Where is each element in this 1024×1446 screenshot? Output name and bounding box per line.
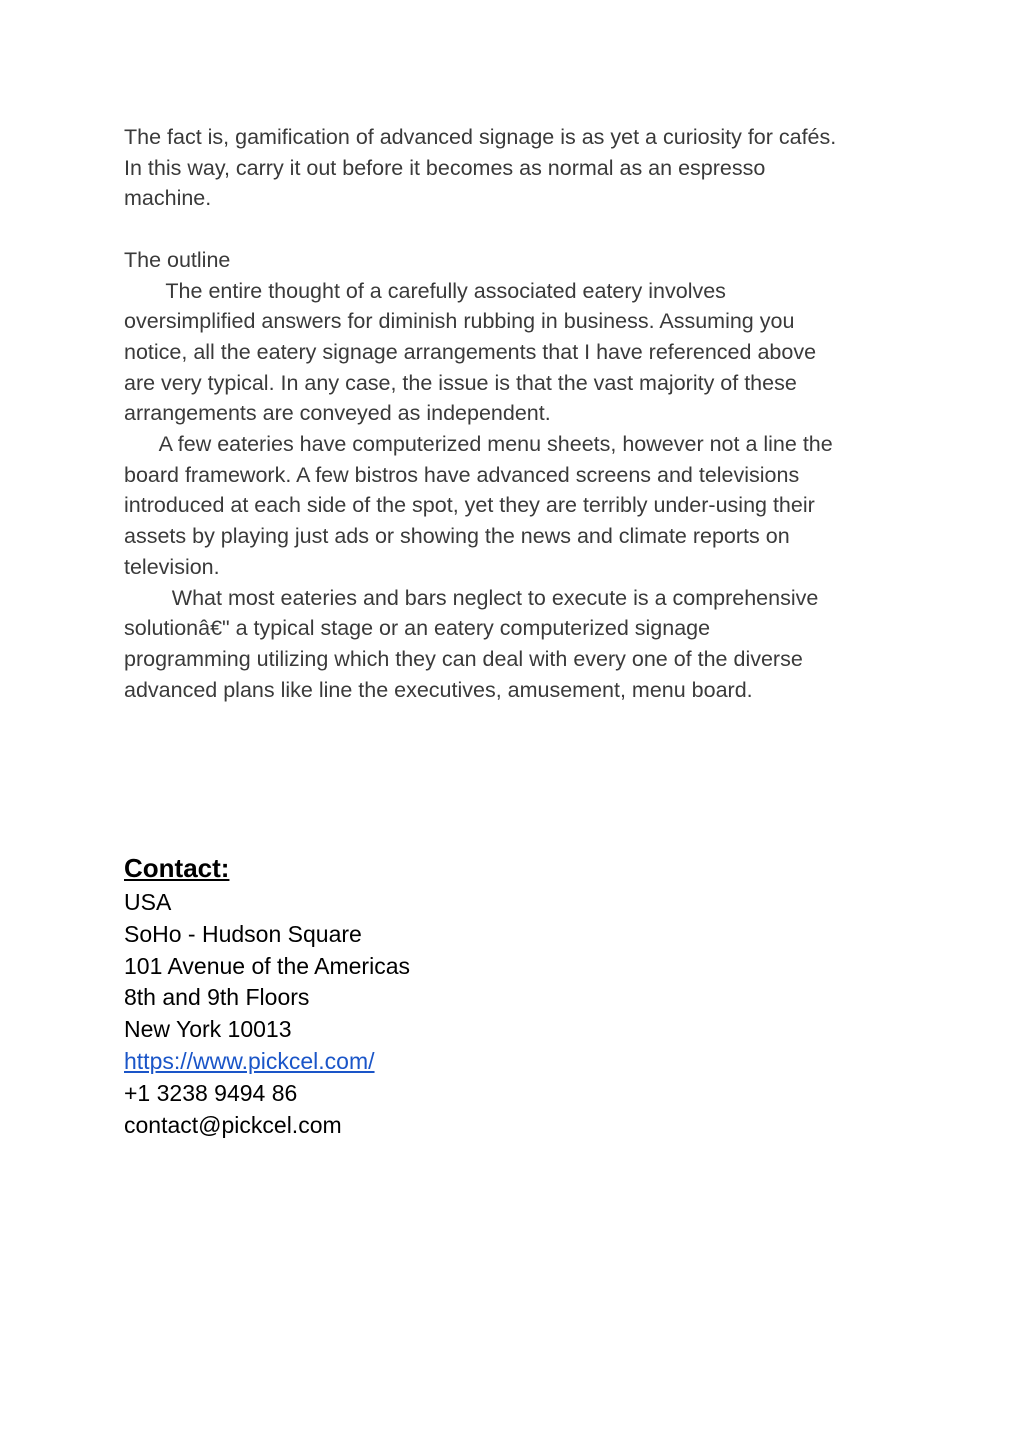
contact-phone: +1 3238 9494 86 bbox=[124, 1079, 298, 1106]
article-body bbox=[124, 122, 914, 705]
intro-line: In this way, carry it out before it becomes as normal as an espresso bbox=[124, 155, 766, 180]
outline-line: advanced plans like line the executives, amusement, menu board. bbox=[124, 677, 753, 702]
contact-city: New York 10013 bbox=[124, 1016, 292, 1043]
contact-email: contact@pickcel.com bbox=[124, 1111, 342, 1138]
outline-line: television. bbox=[124, 554, 220, 579]
intro-line: The fact is, gamification of advanced signage is as yet a curiosity for cafés. bbox=[124, 125, 837, 149]
outline-line: oversimplified answers for diminish rubbing in business. Assuming you bbox=[124, 309, 795, 334]
outline-heading: The outline bbox=[124, 247, 231, 272]
contact-floors: 8th and 9th Floors bbox=[124, 984, 310, 1011]
contact-street: 101 Avenue of the Americas bbox=[124, 952, 410, 979]
website-link[interactable]: https://www.pickcel.com/ bbox=[124, 1047, 375, 1074]
contact-block bbox=[124, 849, 724, 1141]
outline-line: A few eateries have computerized menu sheets, however not a line the bbox=[124, 432, 833, 457]
contact-area: SoHo - Hudson Square bbox=[124, 920, 362, 947]
outline-line: notice, all the eatery signage arrangements that I have referenced above bbox=[124, 339, 817, 364]
outline-line: solutionâ€" a typical stage or an eatery computerized signage bbox=[124, 616, 711, 641]
outline-line: The entire thought of a carefully associated eatery involves bbox=[124, 278, 726, 303]
contact-heading: Contact: bbox=[124, 853, 230, 883]
outline-line: programming utilizing which they can deal with every one of the diverse bbox=[124, 646, 803, 671]
contact-country: USA bbox=[124, 889, 172, 915]
outline-line: What most eateries and bars neglect to execute is a comprehensive bbox=[124, 585, 819, 610]
outline-line: are very typical. In any case, the issue is that the vast majority of these bbox=[124, 370, 797, 395]
contact-website-row bbox=[124, 1046, 724, 1078]
intro-line: machine. bbox=[124, 186, 212, 211]
paragraph-spacer bbox=[124, 214, 914, 245]
outline-line: assets by playing just ads or showing the news and climate reports on bbox=[124, 524, 790, 549]
outline-line: arrangements are conveyed as independent. bbox=[124, 401, 551, 426]
outline-line: introduced at each side of the spot, yet they are terribly under-using their bbox=[124, 493, 815, 518]
outline-line: board framework. A few bistros have advanced screens and televisions bbox=[124, 462, 800, 487]
